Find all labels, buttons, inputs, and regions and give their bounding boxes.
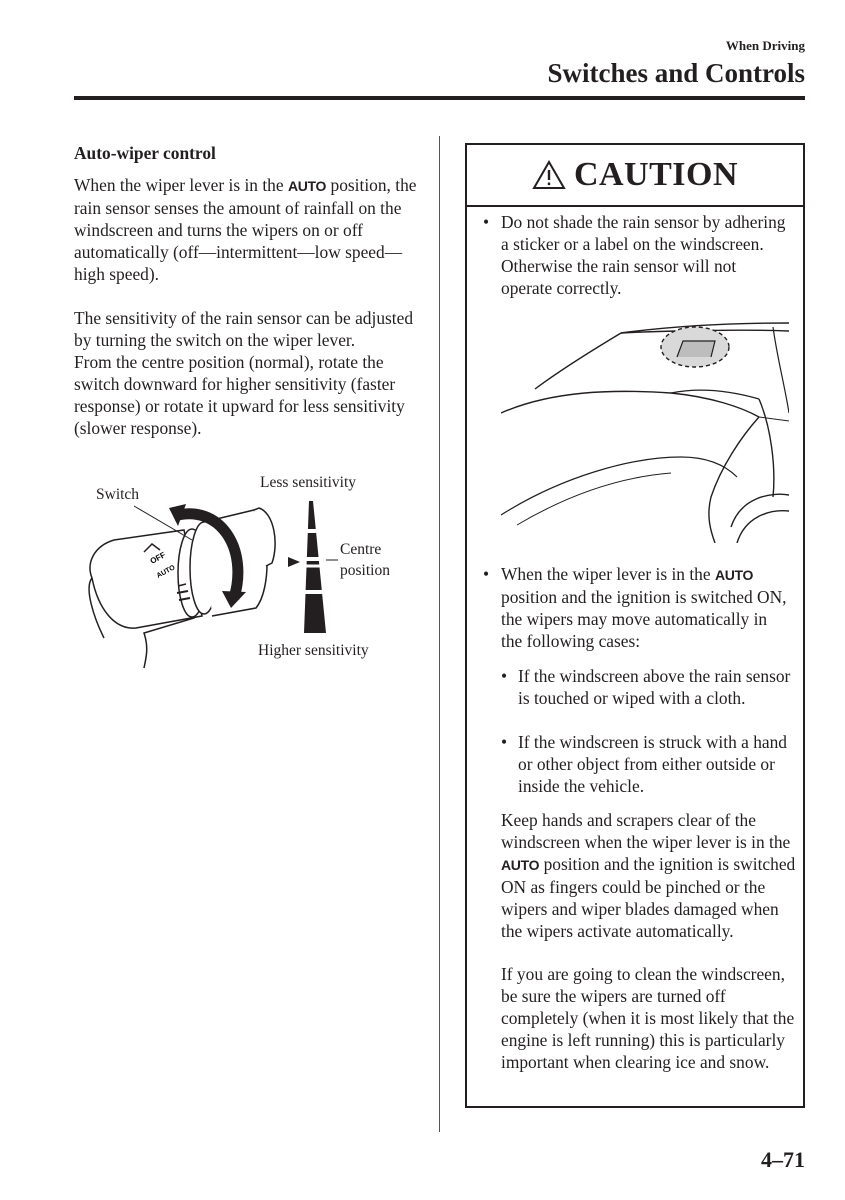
rain-sensor-illustration xyxy=(501,317,789,543)
bullet-dot: • xyxy=(501,732,508,752)
text-run: When the wiper lever is in the xyxy=(74,175,288,195)
bullet-dot: • xyxy=(483,212,490,232)
text-run: When the wiper lever is in the xyxy=(501,564,715,584)
page-header xyxy=(547,38,805,90)
paragraph-rotate: From the centre position (normal), rotate the switch downward for higher sensitivity (faster response) or rotate it upward for less sensitivity (slower response). xyxy=(74,352,405,438)
text-run: position and the ignition is switched ON as fingers could be pinched or the wipers and wiper blades damaged when the wipers activate automatically. xyxy=(501,854,796,941)
caution-box xyxy=(465,143,805,1108)
caution-bullet-auto xyxy=(483,563,788,652)
page-number: 4–71 xyxy=(761,1147,805,1172)
bullet-text: Do not shade the rain sensor by adhering a sticker or a label on the windscreen. Otherwise the rain sensor will not operate correctly. xyxy=(501,212,786,298)
page-title: Switches and Controls xyxy=(547,58,805,88)
caution-title: CAUTION xyxy=(573,156,739,193)
higher-sensitivity-label: Higher sensitivity xyxy=(258,642,369,659)
left-column xyxy=(74,142,419,439)
paragraph-sensitivity: The sensitivity of the rain sensor can be adjusted by turning the switch on the wiper lever. xyxy=(74,308,414,350)
text-run: position, the rain sensor senses the amount of rainfall on the windscreen and turns the wipers on or off automatically (off—intermittent—low speed—high speed). xyxy=(74,175,417,284)
lever-auto-label: AUTO xyxy=(155,564,177,580)
caution-sub-bullet-struck xyxy=(501,731,791,797)
caution-sub-bullet-touched xyxy=(501,665,791,709)
centre-label-line1: Centre xyxy=(340,541,382,558)
bullet-dot: • xyxy=(501,666,508,686)
section-name: When Driving xyxy=(725,38,805,53)
text-run: position and the ignition is switched ON, the wipers may move automatically in the following cases: xyxy=(501,587,787,651)
paragraph-auto-position xyxy=(74,174,419,285)
wiper-lever-figure xyxy=(74,468,419,668)
auto-keyword: AUTO xyxy=(501,857,540,873)
header-rule xyxy=(74,96,805,100)
warning-triangle-icon xyxy=(532,160,566,190)
lever-off-label: OFF xyxy=(148,550,168,566)
centre-label-line2: position xyxy=(340,562,390,579)
caution-header xyxy=(467,145,803,207)
sub-bullet-text: If the windscreen above the rain sensor is touched or wiped with a cloth. xyxy=(518,666,791,708)
switch-label: Switch xyxy=(96,486,140,503)
text-run: Keep hands and scrapers clear of the windscreen when the wiper lever is in the xyxy=(501,810,791,852)
caution-bullet-sticker xyxy=(483,211,788,299)
caution-paragraph-clean: If you are going to clean the windscreen, be sure the wipers are turned off completely (when it is most likely that the engine is left running) this is particularly important when clearing ice and snow. xyxy=(501,964,795,1072)
auto-keyword: AUTO xyxy=(287,178,327,194)
bullet-dot: • xyxy=(483,564,490,584)
column-divider xyxy=(439,136,440,1132)
auto-keyword: AUTO xyxy=(714,567,754,583)
less-sensitivity-label: Less sensitivity xyxy=(260,474,357,491)
auto-wiper-heading: Auto-wiper control xyxy=(74,143,216,163)
sub-bullet-text: If the windscreen is struck with a hand or other object from either outside or inside the vehicle. xyxy=(518,732,787,796)
caution-paragraph-keep-hands xyxy=(501,809,797,942)
bullet-text xyxy=(501,563,788,652)
